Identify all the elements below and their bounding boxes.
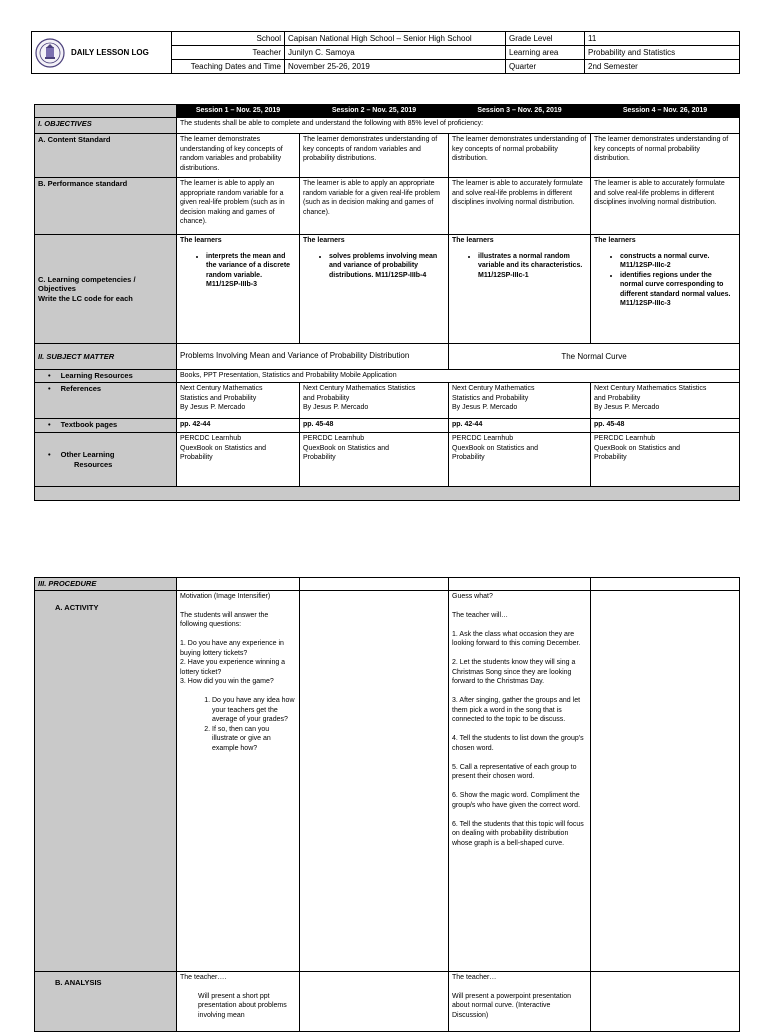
activity-s1-title: Motivation (Image Intensifier)	[180, 592, 271, 600]
header-brand-cell	[32, 32, 172, 74]
teaching-dates-label: Teaching Dates and Time	[172, 60, 285, 74]
other-resources-s3	[449, 433, 591, 487]
performance-standard-s1: The learner is able to apply an appropriate random variable for a given real-life problem (such as in decision making and games of chance).	[177, 178, 300, 235]
learning-area-value: Probability and Statistics	[585, 46, 740, 60]
reference-line: Next Century Mathematics Statistics	[594, 385, 707, 392]
activity-s4	[591, 590, 740, 971]
reference-line: Statistics and Probability	[180, 394, 257, 402]
resource-line: Probability	[452, 454, 485, 461]
session-3-header: Session 3 – Nov. 26, 2019	[449, 105, 591, 118]
textbook-pages-s4: pp. 45-48	[591, 419, 740, 433]
resource-line: PERCDC Learnhub	[303, 435, 365, 442]
analysis-s4	[591, 971, 740, 1031]
grade-level-value: 11	[585, 32, 740, 46]
references-label	[35, 383, 177, 419]
grade-level-label: Grade Level	[506, 32, 585, 46]
competencies-label	[35, 235, 177, 344]
competencies-intro: The learners	[452, 237, 494, 244]
resource-line: Probability	[594, 454, 627, 461]
reference-line: Next Century Mathematics	[180, 385, 263, 392]
competencies-label-line2: Write the LC code for each	[38, 293, 133, 303]
other-resources-s4	[591, 433, 740, 487]
analysis-s2	[300, 971, 449, 1031]
competency-item: • interprets the mean and the variance of a discrete random variable. M11/12SP-IIIb-3	[206, 252, 296, 290]
resource-line: PERCDC Learnhub	[594, 435, 656, 442]
references-s1	[177, 383, 300, 419]
analysis-s1-intro: The teacher….	[180, 973, 227, 981]
analysis-s1	[177, 971, 300, 1031]
header-table	[31, 31, 740, 74]
other-resources-label	[35, 433, 177, 487]
competencies-intro: The learners	[303, 237, 345, 244]
reference-line: and Probability	[303, 394, 350, 402]
reference-line: and Probability	[594, 394, 641, 402]
activity-s3-step: 3. After singing, gather the groups and let them pick a word in the song that is connected to the topic to be discuss.	[452, 697, 581, 723]
other-resources-label-line2: Resources	[74, 459, 113, 469]
content-standard-s4: The learner demonstrates understanding of key concepts of normal probability distribution.	[591, 134, 740, 178]
teacher-label: Teacher	[172, 46, 285, 60]
activity-s1-questions: 1. Do you have any experience in buying lottery tickets? 2. Have you experience winning a lottery ticket? 3. How did you win the game?	[180, 640, 286, 685]
resource-line: PERCDC Learnhub	[180, 435, 242, 442]
competencies-s1	[177, 235, 300, 344]
lesson-plan-table	[34, 104, 740, 501]
references-s2	[300, 383, 449, 419]
learning-area-label: Learning area	[506, 46, 585, 60]
performance-standard-s3: The learner is able to accurately formulate and solve real-life problems in different disciplines involving normal distribution.	[449, 178, 591, 235]
activity-s3-step: 2. Let the students know they will sing a Christmas Song since they are looking forward to the Christmas Day.	[452, 659, 576, 685]
reference-line: Next Century Mathematics	[452, 385, 535, 392]
competencies-s4	[591, 235, 740, 344]
content-standard-s3: The learner demonstrates understanding of key concepts of normal probability distribution.	[449, 134, 591, 178]
reference-line: By Jesus P. Mercado	[594, 404, 660, 411]
resource-line: PERCDC Learnhub	[452, 435, 514, 442]
quarter-value: 2nd Semester	[585, 60, 740, 74]
competency-item: • constructs a normal curve. M11/12SP-IIIc-2	[620, 252, 736, 271]
session-2-header: Session 2 – Nov. 25, 2019	[300, 105, 449, 118]
activity-s1-subquestion: 1. Do you have any idea how your teachers get the average of your grades?	[212, 696, 296, 725]
activity-s3-title: Guess what?	[452, 592, 493, 600]
analysis-s1-text: Will present a short ppt presentation about problems involving mean	[198, 992, 287, 1019]
reference-line: Next Century Mathematics Statistics	[303, 385, 416, 392]
session-4-header: Session 4 – Nov. 26, 2019	[591, 105, 740, 118]
activity-s3	[449, 590, 591, 971]
activity-s3-step: 1. Ask the class what occasion they are looking forward to this coming December.	[452, 630, 581, 647]
subject-matter-topic1: Problems Involving Mean and Variance of Probability Distribution	[177, 344, 449, 370]
performance-standard-label: B. Performance standard	[35, 178, 177, 235]
activity-s2	[300, 590, 449, 971]
textbook-pages-label	[35, 419, 177, 433]
activity-s3-intro: The teacher will…	[452, 611, 509, 619]
textbook-pages-s2: pp. 45-48	[300, 419, 449, 433]
other-resources-s2	[300, 433, 449, 487]
references-s3	[449, 383, 591, 419]
resource-line: Probability	[303, 454, 336, 461]
activity-s1-intro: The students will answer the following questions:	[180, 611, 269, 628]
resource-line: QuexBook on Statistics and	[594, 444, 680, 452]
subject-matter-label: II. SUBJECT MATTER	[35, 344, 177, 370]
other-resources-s1	[177, 433, 300, 487]
deped-seal-icon	[35, 38, 65, 68]
reference-line: By Jesus P. Mercado	[303, 404, 369, 411]
school-value: Capisan National High School – Senior High School	[285, 32, 506, 46]
procedure-table	[34, 577, 740, 1032]
teaching-dates-value: November 25-26, 2019	[285, 60, 506, 74]
activity-s1-subquestion: 2. If so, then can you illustrate or give an example how?	[212, 725, 296, 754]
reference-line: By Jesus P. Mercado	[452, 404, 518, 411]
activity-s3-step: 6. Show the magic word. Compliment the group/s who have given the correct word.	[452, 792, 581, 809]
resource-line: QuexBook on Statistics and	[452, 444, 538, 452]
objectives-text: The students shall be able to complete and understand the following with 85% level of proficiency:	[177, 118, 740, 134]
activity-s1	[177, 590, 300, 971]
teacher-value: Junilyn C. Samoya	[285, 46, 506, 60]
resource-line: QuexBook on Statistics and	[180, 444, 266, 452]
references-label-text: • References	[38, 384, 101, 393]
reference-line: Statistics and Probability	[452, 394, 529, 402]
activity-label: A. ACTIVITY	[35, 590, 177, 971]
textbook-pages-s1: pp. 42-44	[177, 419, 300, 433]
competency-item: • illustrates a normal random variable and its characteristics. M11/12SP-IIIc-1	[478, 252, 587, 281]
objectives-label: I. OBJECTIVES	[35, 118, 177, 134]
learning-resources-label-text: • Learning Resources	[38, 371, 133, 380]
quarter-label: Quarter	[506, 60, 585, 74]
content-standard-s2: The learner demonstrates understanding of key concepts of random variables and probability distributions.	[300, 134, 449, 178]
activity-s3-step: 5. Call a representative of each group to present their chosen word.	[452, 763, 577, 780]
textbook-pages-s3: pp. 42-44	[449, 419, 591, 433]
analysis-s3-intro: The teacher…	[452, 973, 497, 981]
content-standard-s1: The learner demonstrates understanding of key concepts of random variables and probability distributions.	[177, 134, 300, 178]
learning-resources-text: Books, PPT Presentation, Statistics and Probability Mobile Application	[177, 370, 740, 383]
analysis-s3-text: Will present a powerpoint presentation about normal curve. (Interactive Discussion)	[452, 992, 572, 1019]
performance-standard-s4: The learner is able to accurately formulate and solve real-life problems in different disciplines involving normal distribution.	[591, 178, 740, 235]
competencies-s3	[449, 235, 591, 344]
plan-footer-row	[35, 487, 740, 501]
procedure-s2	[300, 578, 449, 591]
other-resources-label-line1: • Other Learning	[38, 450, 173, 460]
school-label: School	[172, 32, 285, 46]
subject-matter-topic2: The Normal Curve	[449, 344, 740, 370]
session-header-blank	[35, 105, 177, 118]
competencies-intro: The learners	[180, 237, 222, 244]
competencies-intro: The learners	[594, 237, 636, 244]
references-s4	[591, 383, 740, 419]
resource-line: Probability	[180, 454, 213, 461]
content-standard-label: A. Content Standard	[35, 134, 177, 178]
textbook-pages-label-text: • Textbook pages	[38, 420, 117, 429]
competency-item: • solves problems involving mean and variance of probability distributions. M11/12SP-IIIb-4	[329, 252, 445, 281]
procedure-s1	[177, 578, 300, 591]
brand-title: DAILY LESSON LOG	[71, 48, 149, 57]
competency-item: • identifies regions under the normal curve corresponding to different standard normal values. M11/12SP-IIIc-3	[620, 271, 736, 309]
procedure-label: III. PROCEDURE	[35, 578, 177, 591]
activity-s3-step: 6. Tell the students that this topic will focus on dealing with probability distribution whose graph is a bell-shaped curve.	[452, 820, 584, 847]
learning-resources-label	[35, 370, 177, 383]
analysis-label: B. ANALYSIS	[35, 971, 177, 1031]
competencies-s2	[300, 235, 449, 344]
reference-line: By Jesus P. Mercado	[180, 404, 246, 411]
procedure-s3	[449, 578, 591, 591]
analysis-s3	[449, 971, 591, 1031]
procedure-s4	[591, 578, 740, 591]
performance-standard-s2: The learner is able to apply an appropriate random variable for a given real-life problem (such as in decision making and games of chance).	[300, 178, 449, 235]
activity-s3-step: 4. Tell the students to list down the group’s chosen word.	[452, 735, 584, 752]
competencies-label-line1: C. Learning competencies / Objectives	[38, 274, 136, 294]
session-1-header: Session 1 – Nov. 25, 2019	[177, 105, 300, 118]
resource-line: QuexBook on Statistics and	[303, 444, 389, 452]
